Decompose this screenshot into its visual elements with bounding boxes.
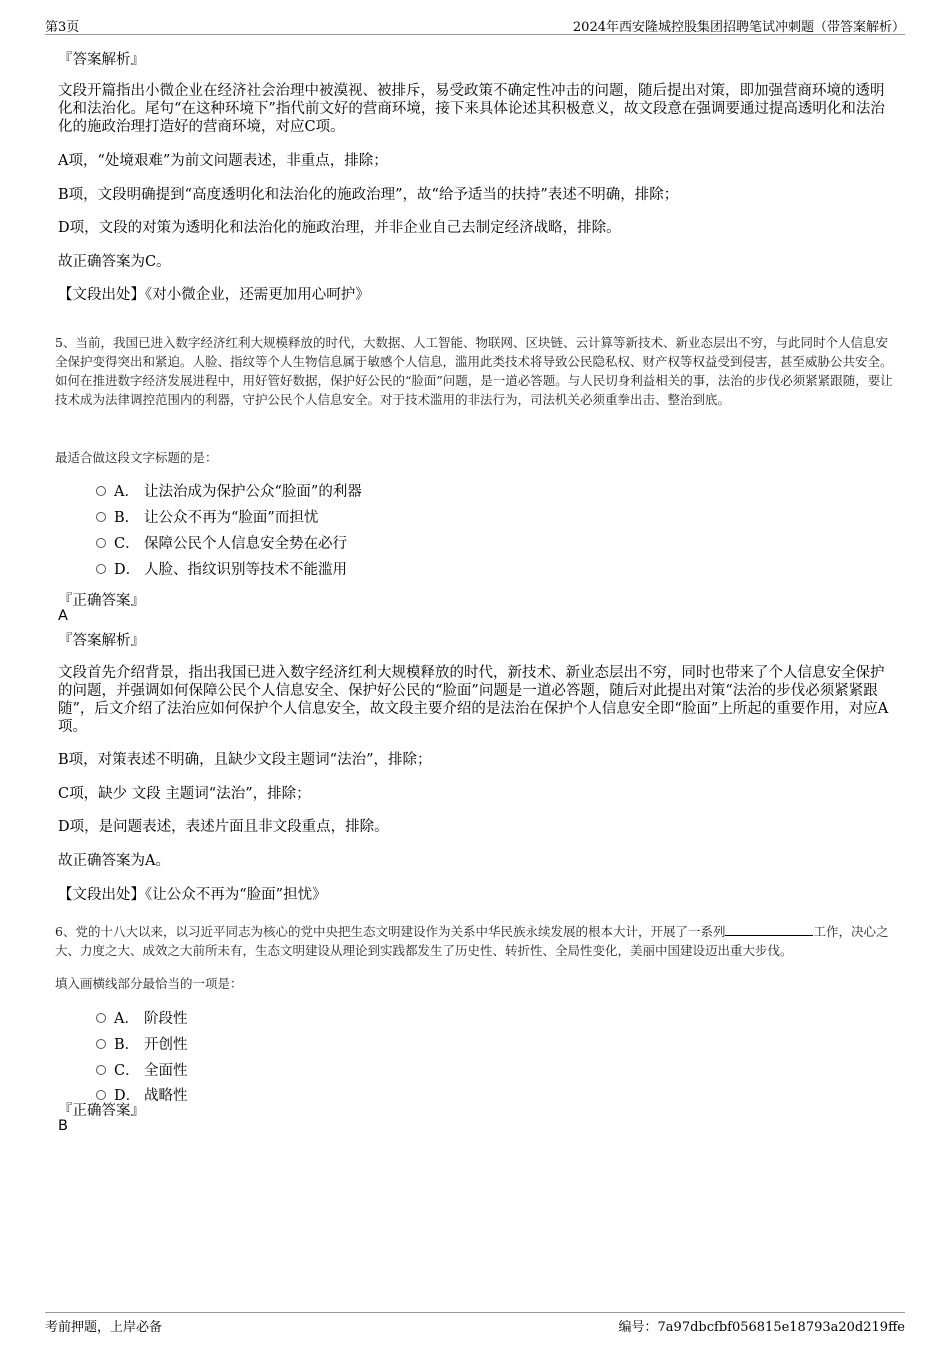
option-letter: D． (114, 562, 141, 578)
q5-analysis-text: 文段首先介绍背景，指出我国已进入数字经济红利大规模释放的时代，新技术、新业态层出不穷，同时也带来了个人信息安全保护的问题，并强调如何保障公民个人信息安全、保护好公民的“脸面”问题是一道必答题，随后对此提出对策“法治的步伐必须紧紧跟随”，后文介绍了法治应如何保护个人信息安全，故文段主要介绍的是法治在保护个人信息安全即“脸面”上所起的重要作用，对应A项。 (58, 665, 889, 735)
option-text: 全面性 (144, 1063, 188, 1079)
q6-stem-before: 6、党的十八大以来，以习近平同志为核心的党中央把生态文明建设作为关系中华民族永续发展的根本大计，开展了一系列 (55, 924, 726, 939)
q6-stem (55, 922, 900, 960)
q5-conclusion: 故正确答案为A。 (58, 853, 170, 869)
radio-icon[interactable] (96, 1013, 106, 1023)
q5-option-b[interactable] (96, 508, 318, 528)
option-text: 阶段性 (144, 1011, 188, 1027)
fill-in-blank (725, 923, 813, 936)
prev-analysis-label: 『答案解析』 (58, 52, 145, 68)
q6-answer: B (58, 1118, 68, 1134)
option-text: 战略性 (144, 1088, 188, 1104)
q6-option-a[interactable] (96, 1009, 188, 1029)
prev-option-b-analysis: B项，文段明确提到“高度透明化和法治化的施政治理”，故“给予适当的扶持”表述不明确，排除； (58, 187, 679, 203)
option-text: 让公众不再为“脸面”而担忧 (144, 510, 319, 526)
page-header (45, 12, 905, 35)
prev-conclusion: 故正确答案为C。 (58, 254, 171, 270)
option-text: 开创性 (144, 1037, 188, 1053)
radio-icon[interactable] (96, 486, 106, 496)
radio-icon[interactable] (96, 538, 106, 548)
option-letter: B． (114, 1037, 140, 1053)
footer-slogan: 考前押题，上岸必备 (45, 1320, 163, 1335)
q5-stem: 5、当前，我国已进入数字经济红利大规模释放的时代，大数据、人工智能、物联网、区块链、云计算等新技术、新业态层出不穷，与此同时个人信息安全保护变得突出和紧迫。人脸、指纹等个人生物信息属于敏感个人信息，滥用此类技术将导致公民隐私权、财产权等权益受到侵害，甚至威胁公共安全。如何在推进数字经济发展进程中，用好管好数据，保护好公民的“脸面”问题，是一道必答题。与人民切身利益相关的事，法治的步伐必须紧紧跟随，要让技术成为法律调控范围内的利器，守护公民个人信息安全。对于技术滥用的非法行为，司法机关必须重拳出击、整治到底。 (55, 335, 893, 407)
radio-icon[interactable] (96, 1039, 106, 1049)
page-footer (45, 1312, 905, 1337)
option-letter: C． (114, 1063, 140, 1079)
option-text: 人脸、指纹识别等技术不能滥用 (144, 562, 347, 578)
option-text: 让法治成为保护公众“脸面”的利器 (144, 484, 362, 500)
q6-answer-label: 『正确答案』 (58, 1103, 145, 1119)
page-number: 第3页 (45, 20, 80, 35)
prev-analysis-text: 文段开篇指出小微企业在经济社会治理中被漠视、被排斥，易受政策不确定性冲击的问题，随后提出对策，即加强营商环境的透明化和法治化。尾句“在这种环境下”指代前文好的营商环境，接下来具体论述其积极意义，故文段意在强调要通过提高透明化和法治化的施政治理打造好的营商环境，对应C项。 (58, 83, 885, 135)
q5-option-b-analysis: B项，对策表述不明确，且缺少文段主题词“法治”，排除； (58, 752, 432, 768)
option-letter: A． (114, 1011, 139, 1027)
radio-icon[interactable] (96, 1065, 106, 1075)
prev-source: 【文段出处】《对小微企业，还需更加用心呵护》 (58, 287, 370, 303)
option-letter: D． (114, 1088, 141, 1104)
q6-option-c[interactable] (96, 1061, 188, 1081)
prev-option-a-analysis: A项，“处境艰难”为前文问题表述，非重点，排除； (58, 153, 388, 169)
q5-answer: A (58, 608, 68, 624)
radio-icon[interactable] (96, 564, 106, 574)
option-letter: B． (114, 510, 140, 526)
document-title: 2024年西安隆城控股集团招聘笔试冲刺题（带答案解析） (572, 20, 905, 35)
prev-option-d-analysis: D项，文段的对策为透明化和法治化的施政治理，并非企业自己去制定经济战略，排除。 (58, 220, 621, 236)
q6-prompt: 填入画横线部分最恰当的一项是： (55, 976, 243, 991)
q5-analysis-label: 『答案解析』 (58, 633, 145, 649)
q6-option-b[interactable] (96, 1035, 188, 1055)
q5-option-d[interactable] (96, 560, 347, 580)
option-letter: A． (114, 484, 139, 500)
q5-prompt: 最适合做这段文字标题的是： (55, 450, 218, 465)
document-id: 编号：7a97dbcfbf056815e18793a20d219ffe (618, 1320, 905, 1335)
q5-source: 【文段出处】《让公众不再为“脸面”担忧》 (58, 887, 327, 903)
q5-answer-label: 『正确答案』 (58, 593, 145, 609)
q5-option-a[interactable] (96, 482, 362, 502)
q5-option-c-analysis: C项，缺少 文段 主题词“法治”，排除； (58, 786, 311, 802)
radio-icon[interactable] (96, 512, 106, 522)
q6-stem-after: 工作，决心之大、力度之大、成效之大前所未有，生态文明建设从理论到实践都发生了历史性、转折性、全局性变化，美丽中国建设迈出重大步伐。 (55, 924, 889, 958)
q5-option-d-analysis: D项，是问题表述，表述片面且非文段重点，排除。 (58, 819, 389, 835)
q5-option-c[interactable] (96, 534, 347, 554)
option-letter: C． (114, 536, 140, 552)
option-text: 保障公民个人信息安全势在必行 (144, 536, 347, 552)
